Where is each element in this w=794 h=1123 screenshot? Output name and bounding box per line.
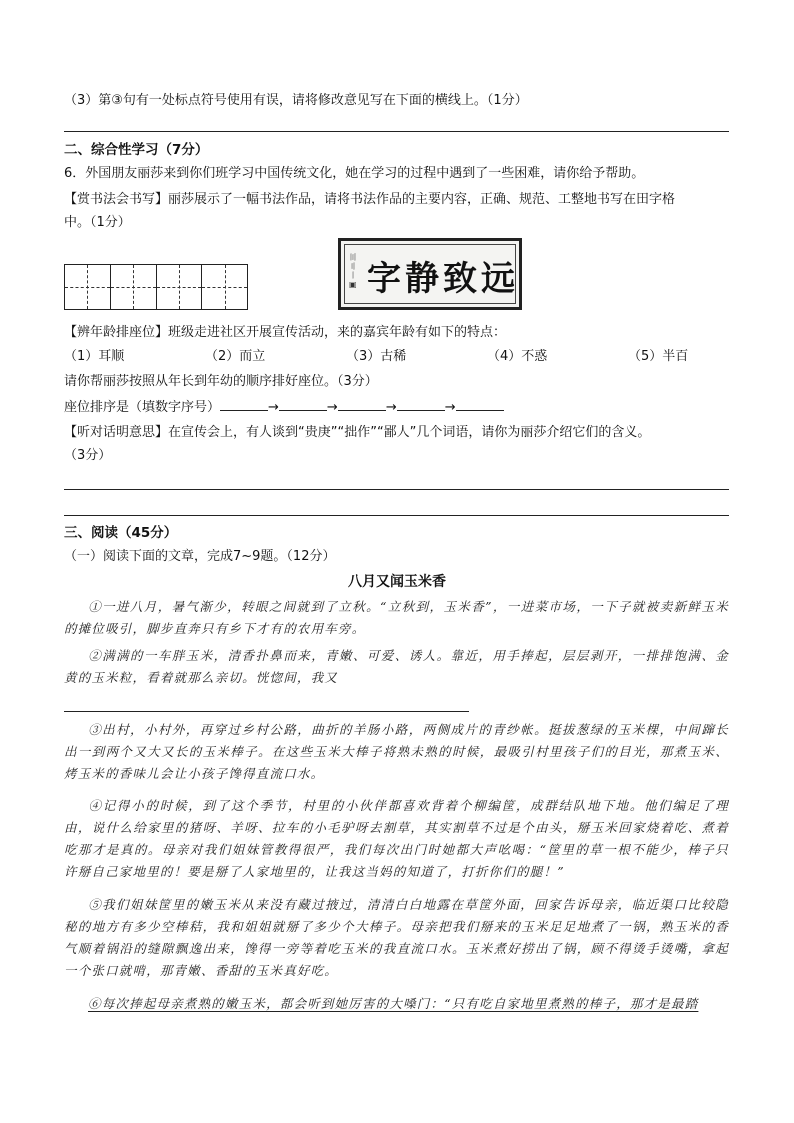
seat-blank-5[interactable] [456,398,504,411]
article-paragraph-3: ③出村，小村外，再穿过乡村公路，曲折的羊肠小路，两侧成片的青纱帐。挺拔葱绿的玉米棵，中间蹿长出一到两个又大又长的玉米棒子。在这些玉米大棒子将熟未熟的时候，最吸引村里孩子们的目光，那煮玉米、烤玉米的香味儿会让小孩子馋得直流口水。 [64,722,729,781]
seat-blank-3[interactable] [338,398,386,411]
tianzige-cell[interactable] [111,265,157,309]
arrow-3: → [385,400,397,415]
calligraphy-text: 字静致远 [367,259,519,299]
age-option-4: （4）不惑 [487,349,548,364]
tianzige-cell[interactable] [202,265,247,309]
seat-blank-4[interactable] [397,398,445,411]
arrow-4: → [444,400,456,415]
article-paragraph-2: ②满满的一车胖玉米，清香扑鼻而来，青嫩、可爱、诱人。靠近，用手捧起，层层剥开，一排排饱满、金黄的玉米粒，看着就那么亲切。恍惚间，我又 [64,648,729,685]
calligraphy-prompt-line1: 【赏书法会书写】丽莎展示了一幅书法作品，请将书法作品的主要内容，正确、规范、工整地书写在田字格 [64,192,676,207]
arrow-2: → [326,400,338,415]
paragraph-2-blank[interactable] [64,711,469,712]
signature-seal: 〣 〢 〡 ▣ [349,253,357,289]
article-paragraph-5: ⑤我们姐妹筐里的嫩玉米从来没有藏过掖过，清清白白地露在草筐外面，回家告诉母亲，临近渠口比较隐秘的地方有多少空棒秸，我和姐姐就掰了多少个大棒子。母亲把我们掰来的玉米足足地煮了一锅，熟玉米的香气顺着锅沿的缝隙飘逸出来，馋得一旁等着吃玉米的我直流口水。玉米煮好捞出了锅，顾不得烫手烫嘴，拿起一个张口就啃，那青嫩、香甜的玉米真好吃。 [64,897,729,978]
q6-intro: 6．外国朋友丽莎来到你们班学习中国传统文化，她在学习的过程中遇到了一些困难，请你给予帮助。 [64,166,645,181]
article-paragraph-6: ⑥每次捧起母亲煮熟的嫩玉米，都会听到她厉害的大嗓门：“只有吃自家地里煮熟的棒子，那才是最踏 [88,996,699,1011]
answer-line-words-2[interactable] [64,515,729,516]
age-option-1: （1）耳顺 [64,349,125,364]
article-paragraph-4: ④记得小的时候，到了这个季节，村里的小伙伴都喜欢背着个柳编筐，成群结队地下地。他们编足了理由，说什么给家里的猪呀、羊呀、拉车的小毛驴呀去割草，其实割草不过是个由头，掰玉米回家烧着吃、煮着吃那才是真的。母亲对我们姐妹管教得很严，我们每次出门时她都大声吆喝：“筐里的草一根不能少，棒子只许掰自己家地里的！要是掰了人家地里的，让我这当妈的知道了，打折你们的腿！” [64,798,729,879]
age-option-5: （5）半百 [628,349,689,364]
calligraphy-artwork [338,238,522,310]
answer-line-words-1[interactable] [64,489,729,490]
seat-order-label: 座位排序是（填数字序号） [64,400,221,415]
tianzige-grid[interactable] [64,264,248,310]
age-option-3: （3）古稀 [346,349,407,364]
section2-heading: 二、综合性学习（7分） [64,142,209,158]
article-title: 八月又闻玉米香 [348,574,446,590]
seat-blank-2[interactable] [279,398,327,411]
tianzige-cell[interactable] [65,265,111,309]
q3-prompt: （3）第③句有一处标点符号使用有误，请将修改意见写在下面的横线上。（1分） [64,93,528,108]
tianzige-cell[interactable] [157,265,203,309]
answer-line-q3[interactable] [64,131,729,132]
section3-heading: 三、阅读（45分） [64,525,178,541]
age-prompt: 【辨年龄排座位】班级走进社区开展宣传活动，来的嘉宾年龄有如下的特点： [64,325,507,340]
words-prompt-line2: （3分） [64,448,112,463]
words-prompt-line1: 【听对话明意思】在宣传会上，有人谈到“贵庚”“拙作”“鄙人”几个词语，请你为丽莎介绍它们的含义。 [64,425,651,440]
age-instruction: 请你帮丽莎按照从年长到年幼的顺序排好座位。（3分） [64,374,378,389]
article-paragraph-1: ①一进八月，暑气渐少，转眼之间就到了立秋。“立秋到，玉米香”，一进菜市场，一下子就被卖新鲜玉米的摊位吸引，脚步直奔只有乡下才有的农用车旁。 [64,599,729,636]
seat-order-row [64,398,504,417]
seat-blank-1[interactable] [220,398,268,411]
arrow-1: → [268,400,279,415]
section3-subheading: （一）阅读下面的文章，完成7~9题。（12分） [64,549,336,564]
calligraphy-prompt-line2: 中。（1分） [64,215,131,230]
age-option-2: （2）而立 [205,349,266,364]
